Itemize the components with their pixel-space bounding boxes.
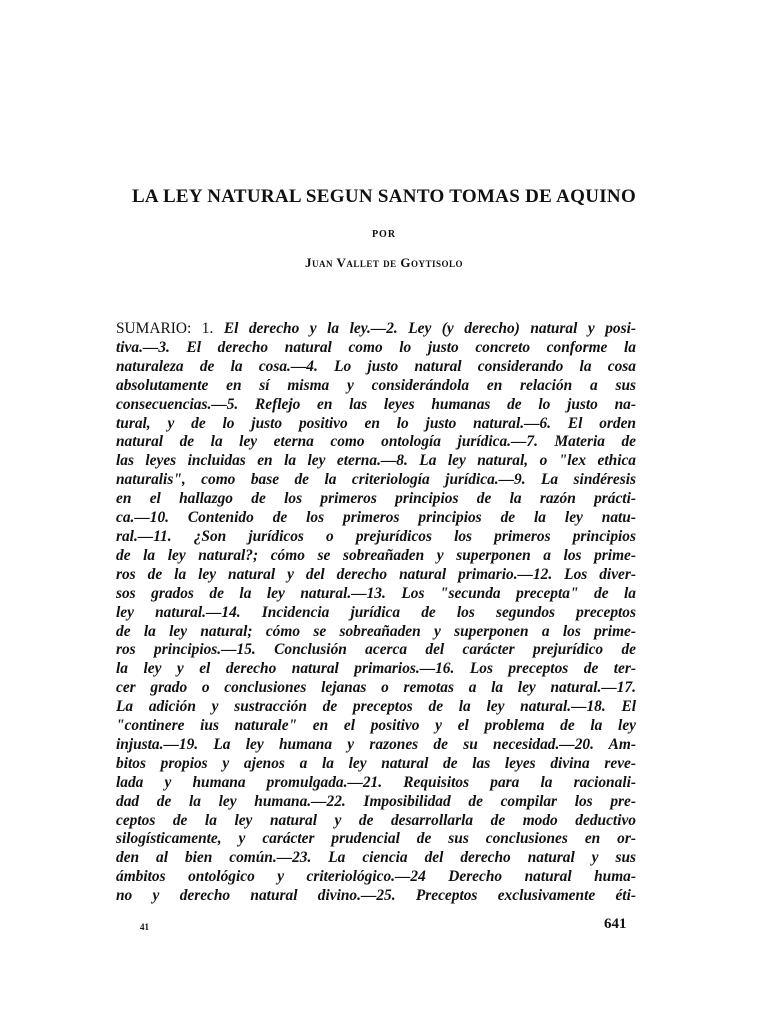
summary-line: ros de la ley natural y del derecho natural primario.—12. Los diver- — [116, 565, 636, 583]
page-number: 641 — [604, 916, 627, 932]
summary-line: en el hallazgo de los primeros principios de la razón prácti- — [116, 490, 636, 508]
summary-line: sos grados de la ley natural.—13. Los "secunda precepta" de la — [116, 584, 636, 602]
summary-line: tiva.—3. El derecho natural como lo justo concreto conforme la — [116, 338, 636, 356]
summary-paragraph — [116, 320, 636, 906]
summary-line: ámbitos ontológico y criteriológico.—24 Derecho natural huma- — [116, 868, 636, 886]
summary-line: ca.—10. Contenido de los primeros principios de la ley natu- — [116, 509, 636, 527]
summary-line: naturalis", como base de la criteriología jurídica.—9. La sindéresis — [116, 471, 636, 489]
summary-line: ral.—11. ¿Son jurídicos o prejurídicos los primeros principios — [116, 527, 636, 545]
summary-line: ros principios.—15. Conclusión acerca del carácter prejurídico de — [116, 641, 636, 659]
summary-line: tural, y de lo justo positivo en lo justo natural.—6. El orden — [116, 414, 636, 432]
summary-line: la ley y el derecho natural primarios.—16. Los preceptos de ter- — [116, 660, 636, 678]
summary-line — [116, 320, 636, 339]
summary-line: lada y humana promulgada.—21. Requisitos para la racionali- — [116, 773, 636, 791]
summary-line: den al bien común.—23. La ciencia del derecho natural y sus — [116, 849, 636, 867]
summary-line: naturaleza de la cosa.—4. Lo justo natural considerando la cosa — [116, 357, 636, 375]
summary-lead: SUMARIO: 1. — [116, 320, 214, 337]
summary-line: consecuencias.—5. Reflejo en las leyes humanas de lo justo na- — [116, 395, 636, 413]
signature-mark: 41 — [140, 922, 149, 932]
summary-line: ceptos de la ley natural y de desarrollarla de modo deductivo — [116, 811, 636, 829]
summary-line: no y derecho natural divino.—25. Preceptos exclusivamente éti- — [116, 887, 636, 905]
summary-line: injusta.—19. La ley humana y razones de su necesidad.—20. Am- — [116, 735, 636, 753]
author-name: Juan Vallet de Goytisolo — [304, 255, 464, 270]
summary-line: absolutamente en sí misma y considerándola en relación a sus — [116, 376, 636, 394]
summary-line: de la ley natural; cómo se sobreañaden y superponen a los prime- — [116, 622, 636, 640]
summary-line: "continere ius naturale" en el positivo y el problema de la ley — [116, 717, 636, 735]
summary-line: bitos propios y ajenos a la ley natural de las leyes divina reve- — [116, 754, 636, 772]
by-label: POR — [371, 229, 397, 240]
summary-line: dad de la ley humana.—22. Imposibilidad de compilar los pre- — [116, 792, 636, 810]
summary-line: cer grado o conclusiones lejanas o remotas a la ley natural.—17. — [116, 679, 636, 697]
summary-line: La adición y sustracción de preceptos de la ley natural.—18. El — [116, 698, 636, 716]
summary-line: las leyes incluidas en la ley eterna.—8. La ley natural, o "lex ethica — [116, 452, 636, 470]
summary-line: ley natural.—14. Incidencia jurídica de los segundos preceptos — [116, 603, 636, 621]
article-title: LA LEY NATURAL SEGUN SANTO TOMAS DE AQUINO — [131, 186, 637, 207]
summary-line: natural de la ley eterna como ontología jurídica.—7. Materia de — [116, 433, 636, 451]
summary-line: de la ley natural?; cómo se sobreañaden y superponen a los prime- — [116, 546, 636, 564]
summary-first-line: El derecho y la ley.—2. Ley (y derecho) natural y posi- — [223, 320, 636, 337]
summary-line: silogísticamente, y carácter prudencial de sus conclusiones en or- — [116, 830, 636, 848]
